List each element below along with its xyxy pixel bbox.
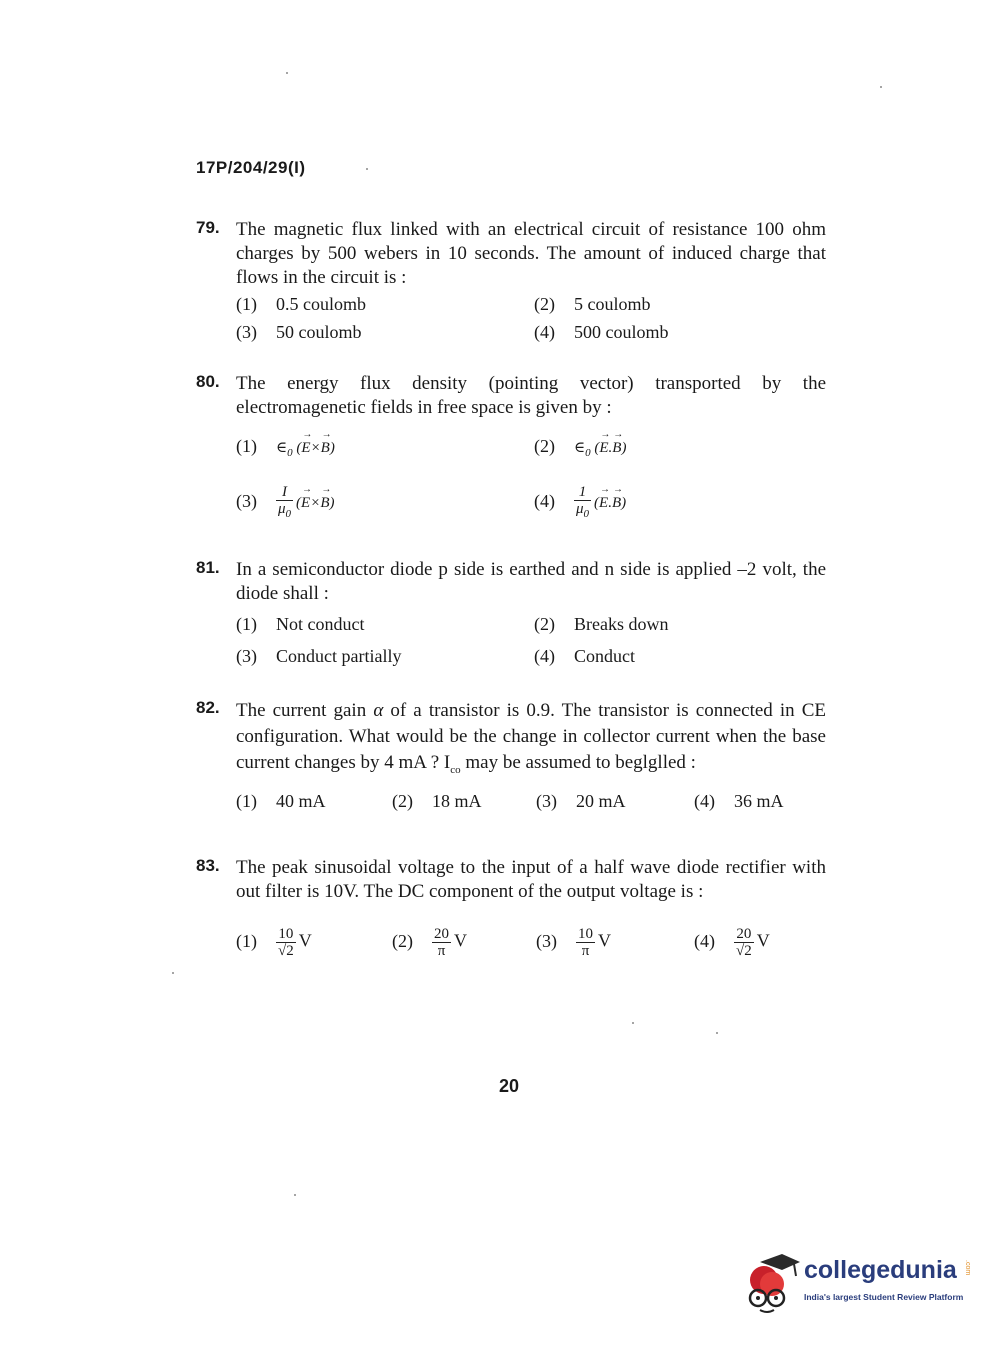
fraction: $\frac{20}{√2}$ bbox=[736, 926, 752, 959]
options bbox=[236, 610, 826, 672]
question-text: The current gain α of a transistor is 0.9. The transistor is connected in CE configuration. What would be the change in collector current when the base current changes by 4 mA ? $I_{co}$ may be assumed to beglglled : bbox=[236, 700, 827, 776]
question-text: The magnetic flux linked with an electrical circuit of resistance 100 ohm charges by 500 webers in 10 seconds. The amount of induced charge that flows in the circuit is : bbox=[236, 219, 826, 288]
options bbox=[236, 294, 826, 352]
option-4: (4) $\frac{1}{\mu_0}$ (→ E.→ B) bbox=[534, 484, 626, 522]
option-3: (3) 20 mA bbox=[536, 790, 626, 811]
question-number: 83. bbox=[196, 856, 220, 875]
scan-speck bbox=[632, 1022, 634, 1024]
question-text: The energy flux density (pointing vector) transported by the electromagenetic fields in free space is given by : bbox=[236, 373, 826, 418]
logo-text: collegedunia bbox=[804, 1256, 957, 1284]
question-82 bbox=[196, 698, 826, 817]
option-1: (1) $\in_0$ (→ E×→ B) bbox=[236, 436, 335, 459]
fraction: $\frac{10}{\pi}$ bbox=[578, 926, 593, 959]
option-1: (1) 40 mA bbox=[236, 790, 326, 811]
question-83 bbox=[196, 856, 826, 968]
question-text: The peak sinusoidal voltage to the input of a half wave diode rectifier with out filter is 10V. The DC component of the output voltage is : bbox=[236, 857, 826, 902]
question-79 bbox=[196, 218, 826, 352]
option-1: (1) 0.5 coulomb bbox=[236, 294, 366, 314]
scan-speck bbox=[716, 1032, 718, 1034]
logo-tagline: India's largest Student Review Platform bbox=[804, 1292, 964, 1302]
option-3: (3) $\frac{I}{\mu_0}$ (→ E×→ B) bbox=[236, 484, 335, 522]
option-2: (2) 18 mA bbox=[392, 790, 482, 811]
option-4: (4) 36 mA bbox=[694, 790, 784, 811]
scan-speck bbox=[366, 168, 368, 170]
option-3: (3) Conduct partially bbox=[236, 646, 402, 666]
options bbox=[236, 787, 826, 817]
options bbox=[236, 424, 826, 524]
scan-speck bbox=[294, 1194, 296, 1196]
question-number: 80. bbox=[196, 372, 220, 391]
paper-code: 17P/204/29(I) bbox=[196, 158, 306, 177]
option-4: (4) Conduct bbox=[534, 646, 635, 666]
option-2: (2) $\in_0$ (→ E.→ B) bbox=[534, 436, 626, 459]
question-80 bbox=[196, 372, 826, 524]
scan-speck bbox=[286, 72, 288, 74]
option-4: (4) 500 coulomb bbox=[534, 322, 669, 342]
question-number: 82. bbox=[196, 698, 220, 717]
question-81 bbox=[196, 558, 826, 672]
scan-speck bbox=[172, 972, 174, 974]
option-3: (3) 50 coulomb bbox=[236, 322, 362, 342]
collegedunia-logo bbox=[742, 1250, 972, 1316]
mascot-icon bbox=[742, 1250, 802, 1316]
question-number: 79. bbox=[196, 218, 220, 237]
option-1: (1) $\frac{10}{√2}$ V bbox=[236, 926, 312, 959]
option-3: (3) $\frac{10}{\pi}$ V bbox=[536, 926, 611, 959]
question-text: In a semiconductor diode p side is earthed and n side is applied –2 volt, the diode shall : bbox=[236, 559, 826, 604]
alpha-symbol: α bbox=[373, 700, 384, 721]
scan-speck bbox=[880, 86, 882, 88]
page-number: 20 bbox=[499, 1076, 520, 1096]
option-2: (2) $\frac{20}{\pi}$ V bbox=[392, 926, 467, 959]
logo-com: .com bbox=[964, 1260, 971, 1276]
fraction: $\frac{10}{√2}$ bbox=[278, 926, 294, 959]
option-4: (4) $\frac{20}{√2}$ V bbox=[694, 926, 770, 959]
options bbox=[236, 908, 826, 968]
option-2: (2) 5 coulomb bbox=[534, 294, 651, 314]
option-1: (1) Not conduct bbox=[236, 614, 365, 634]
question-number: 81. bbox=[196, 558, 220, 577]
option-2: (2) Breaks down bbox=[534, 614, 669, 634]
fraction: $\frac{1}{\mu_0}$ bbox=[576, 484, 590, 520]
fraction: $\frac{I}{\mu_0}$ bbox=[278, 484, 292, 520]
fraction: $\frac{20}{\pi}$ bbox=[434, 926, 449, 959]
